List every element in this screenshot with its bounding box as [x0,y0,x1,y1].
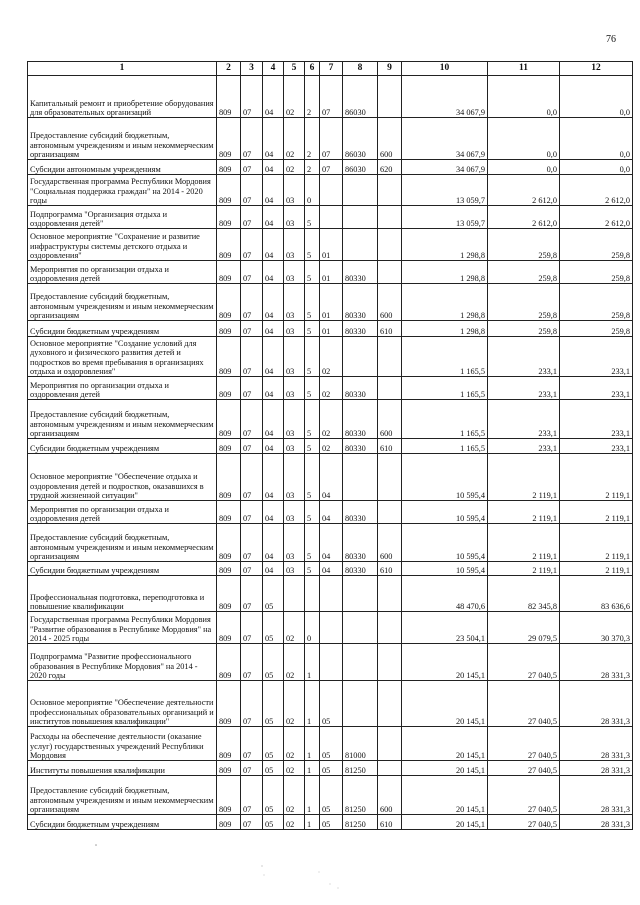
ministry-code: 809 [217,524,241,562]
subsection-code: 04 [263,160,284,175]
amount-2018: 20 145,1 [402,644,488,681]
amount-2019: 233,1 [488,337,560,377]
column-header: 1 [28,62,217,76]
subprogram-code: 2 [305,76,320,118]
amount-2020: 0,0 [560,76,633,118]
column-header: 4 [263,62,284,76]
program-code: 03 [284,454,305,501]
program-code: 03 [284,562,305,576]
subsection-code: 04 [263,454,284,501]
activity-code: 04 [320,501,343,524]
amount-2019: 27 040,5 [488,815,560,830]
amount-2020: 233,1 [560,439,633,454]
column-header: 11 [488,62,560,76]
amount-2018: 23 504,1 [402,612,488,644]
activity-code: 02 [320,377,343,400]
ministry-code: 809 [217,454,241,501]
amount-2018: 13 059,7 [402,175,488,206]
row-name: Субсидии автономным учреждениям [28,160,217,175]
program-code: 03 [284,261,305,284]
ministry-code: 809 [217,229,241,261]
direction-code: 80330 [343,562,378,576]
ministry-code: 809 [217,76,241,118]
expense-type-code: 620 [378,160,402,175]
amount-2020: 2 119,1 [560,454,633,501]
amount-2018: 10 595,4 [402,562,488,576]
amount-2019: 233,1 [488,439,560,454]
amount-2018: 1 298,8 [402,321,488,337]
amount-2019: 0,0 [488,118,560,160]
section-code: 07 [241,175,263,206]
amount-2018: 20 145,1 [402,776,488,815]
section-code: 07 [241,761,263,776]
ministry-code: 809 [217,206,241,229]
row-name: Государственная программа Республики Мордовия "Социальная поддержка граждан" на 2014 - 2020 годы [28,175,217,206]
column-header: 8 [343,62,378,76]
subsection-code: 04 [263,206,284,229]
amount-2020: 2 119,1 [560,501,633,524]
program-code: 02 [284,118,305,160]
subprogram-code: 5 [305,261,320,284]
direction-code: 80330 [343,377,378,400]
row-name: Предоставление субсидий бюджетным, автономным учреждениям и иным некоммерческим организациям [28,524,217,562]
amount-2020: 28 331,3 [560,681,633,727]
subprogram-code: 5 [305,524,320,562]
program-code: 03 [284,377,305,400]
amount-2019: 0,0 [488,76,560,118]
program-code: 02 [284,612,305,644]
subsection-code: 04 [263,337,284,377]
amount-2020: 2 119,1 [560,524,633,562]
activity-code: 05 [320,681,343,727]
subsection-code: 04 [263,321,284,337]
subprogram-code: 1 [305,761,320,776]
ministry-code: 809 [217,400,241,439]
subprogram-code: 5 [305,284,320,321]
amount-2019: 2 119,1 [488,454,560,501]
section-code: 07 [241,776,263,815]
ministry-code: 809 [217,321,241,337]
ministry-code: 809 [217,761,241,776]
row-name: Мероприятия по организации отдыха и оздоровления детей [28,377,217,400]
column-header: 3 [241,62,263,76]
amount-2018: 34 067,9 [402,118,488,160]
row-name: Предоставление субсидий бюджетным, автономным учреждениям и иным некоммерческим организациям [28,118,217,160]
amount-2019: 2 612,0 [488,206,560,229]
row-name: Подпрограмма "Развитие профессионального образования в Республике Мордовия" на 2014 - 2020 годы [28,644,217,681]
program-code: 03 [284,206,305,229]
amount-2018: 20 145,1 [402,681,488,727]
row-name: Основное мероприятие "Обеспечение деятельности профессиональных образовательных организаций и институтов повышения квалификации" [28,681,217,727]
activity-code: 07 [320,118,343,160]
activity-code: 01 [320,261,343,284]
direction-code: 80330 [343,261,378,284]
column-header: 5 [284,62,305,76]
direction-code: 80330 [343,400,378,439]
subsection-code: 05 [263,681,284,727]
section-code: 07 [241,76,263,118]
section-code: 07 [241,160,263,175]
activity-code: 04 [320,524,343,562]
subprogram-code: 1 [305,644,320,681]
section-code: 07 [241,501,263,524]
amount-2019: 259,8 [488,229,560,261]
program-code: 02 [284,644,305,681]
expense-type-code: 600 [378,284,402,321]
page-number: 76 [606,34,616,45]
subsection-code: 05 [263,727,284,761]
ministry-code: 809 [217,681,241,727]
activity-code: 01 [320,229,343,261]
subsection-code: 04 [263,562,284,576]
amount-2019: 259,8 [488,321,560,337]
amount-2018: 1 165,5 [402,377,488,400]
expense-type-code: 600 [378,400,402,439]
activity-code: 07 [320,160,343,175]
activity-code: 05 [320,776,343,815]
expense-type-code: 600 [378,118,402,160]
subprogram-code: 2 [305,118,320,160]
program-code: 02 [284,681,305,727]
program-code: 02 [284,160,305,175]
amount-2019: 259,8 [488,261,560,284]
amount-2020: 28 331,3 [560,776,633,815]
subsection-code: 05 [263,761,284,776]
program-code: 03 [284,321,305,337]
expense-type-code: 600 [378,524,402,562]
amount-2018: 1 165,5 [402,400,488,439]
subsection-code: 04 [263,229,284,261]
ministry-code: 809 [217,118,241,160]
direction-code: 80330 [343,321,378,337]
ministry-code: 809 [217,815,241,830]
row-name: Субсидии бюджетным учреждениям [28,562,217,576]
direction-code: 80330 [343,439,378,454]
column-header: 9 [378,62,402,76]
row-name: Субсидии бюджетным учреждениям [28,321,217,337]
activity-code: 05 [320,727,343,761]
row-name: Капитальный ремонт и приобретение оборудования для образовательных организаций [28,76,217,118]
subsection-code: 04 [263,118,284,160]
amount-2019: 233,1 [488,377,560,400]
row-name: Подпрограмма "Организация отдыха и оздоровления детей" [28,206,217,229]
amount-2018: 1 298,8 [402,261,488,284]
ministry-code: 809 [217,439,241,454]
amount-2020: 259,8 [560,321,633,337]
activity-code: 05 [320,761,343,776]
direction-code: 86030 [343,118,378,160]
row-name: Мероприятия по организации отдыха и оздоровления детей [28,261,217,284]
amount-2018: 10 595,4 [402,501,488,524]
ministry-code: 809 [217,175,241,206]
ministry-code: 809 [217,576,241,612]
subprogram-code: 5 [305,454,320,501]
subprogram-code: 5 [305,206,320,229]
amount-2019: 27 040,5 [488,644,560,681]
amount-2018: 10 595,4 [402,524,488,562]
program-code: 03 [284,175,305,206]
subprogram-code: 0 [305,175,320,206]
amount-2020: 259,8 [560,284,633,321]
program-code: 02 [284,761,305,776]
amount-2020: 28 331,3 [560,644,633,681]
amount-2020: 28 331,3 [560,815,633,830]
activity-code: 01 [320,321,343,337]
direction-code: 86030 [343,160,378,175]
direction-code: 81000 [343,727,378,761]
row-name: Мероприятия по организации отдыха и оздоровления детей [28,501,217,524]
amount-2019: 27 040,5 [488,776,560,815]
section-code: 07 [241,118,263,160]
subprogram-code: 5 [305,229,320,261]
subsection-code: 04 [263,175,284,206]
direction-code: 81250 [343,761,378,776]
direction-code: 86030 [343,76,378,118]
amount-2020: 0,0 [560,160,633,175]
column-header: 12 [560,62,633,76]
column-header: 7 [320,62,343,76]
row-name: Профессиональная подготовка, переподготовка и повышение квалификации [28,576,217,612]
program-code: 03 [284,439,305,454]
section-code: 07 [241,377,263,400]
program-code: 02 [284,776,305,815]
amount-2020: 259,8 [560,229,633,261]
subprogram-code: 1 [305,776,320,815]
amount-2020: 2 612,0 [560,175,633,206]
activity-code: 07 [320,76,343,118]
activity-code: 02 [320,337,343,377]
subprogram-code: 5 [305,562,320,576]
subprogram-code: 1 [305,815,320,830]
section-code: 07 [241,206,263,229]
ministry-code: 809 [217,160,241,175]
amount-2019: 29 079,5 [488,612,560,644]
amount-2019: 27 040,5 [488,761,560,776]
direction-code: 80330 [343,524,378,562]
amount-2018: 34 067,9 [402,76,488,118]
amount-2019: 2 612,0 [488,175,560,206]
row-name: Расходы на обеспечение деятельности (оказание услуг) государственных учреждений Республики Мордовия [28,727,217,761]
amount-2020: 233,1 [560,377,633,400]
row-name: Субсидии бюджетным учреждениям [28,439,217,454]
amount-2018: 1 298,8 [402,284,488,321]
subsection-code: 05 [263,576,284,612]
row-name: Предоставление субсидий бюджетным, автономным учреждениям и иным некоммерческим организациям [28,284,217,321]
expense-type-code: 610 [378,439,402,454]
direction-code: 80330 [343,501,378,524]
amount-2020: 259,8 [560,261,633,284]
ministry-code: 809 [217,776,241,815]
program-code: 03 [284,524,305,562]
subprogram-code: 5 [305,439,320,454]
amount-2019: 27 040,5 [488,727,560,761]
amount-2019: 27 040,5 [488,681,560,727]
subsection-code: 05 [263,612,284,644]
program-code: 02 [284,815,305,830]
activity-code: 04 [320,562,343,576]
direction-code: 81250 [343,815,378,830]
section-code: 07 [241,261,263,284]
subsection-code: 04 [263,439,284,454]
amount-2018: 1 165,5 [402,439,488,454]
direction-code: 80330 [343,284,378,321]
column-header: 2 [217,62,241,76]
ministry-code: 809 [217,337,241,377]
amount-2019: 2 119,1 [488,524,560,562]
ministry-code: 809 [217,727,241,761]
section-code: 07 [241,524,263,562]
program-code: 03 [284,229,305,261]
section-code: 07 [241,576,263,612]
program-code: 03 [284,337,305,377]
row-name: Основное мероприятие "Сохранение и развитие инфраструктуры системы детского отдыха и оздоровления" [28,229,217,261]
subsection-code: 05 [263,776,284,815]
subsection-code: 04 [263,501,284,524]
amount-2020: 0,0 [560,118,633,160]
ministry-code: 809 [217,261,241,284]
amount-2019: 259,8 [488,284,560,321]
subsection-code: 04 [263,76,284,118]
expense-type-code: 610 [378,815,402,830]
section-code: 07 [241,337,263,377]
amount-2018: 13 059,7 [402,206,488,229]
row-name: Государственная программа Республики Мордовия "Развитие образования в Республике Мордовия" на 2014 - 2025 годы [28,612,217,644]
subprogram-code: 1 [305,681,320,727]
subsection-code: 04 [263,261,284,284]
row-name: Субсидии бюджетным учреждениям [28,815,217,830]
ministry-code: 809 [217,284,241,321]
amount-2019: 82 345,8 [488,576,560,612]
expense-type-code: 610 [378,562,402,576]
amount-2018: 1 298,8 [402,229,488,261]
amount-2020: 2 119,1 [560,562,633,576]
section-code: 07 [241,612,263,644]
program-code: 02 [284,727,305,761]
subprogram-code: 5 [305,400,320,439]
amount-2018: 34 067,9 [402,160,488,175]
subsection-code: 04 [263,400,284,439]
amount-2018: 20 145,1 [402,727,488,761]
section-code: 07 [241,284,263,321]
amount-2019: 2 119,1 [488,562,560,576]
section-code: 07 [241,681,263,727]
subsection-code: 05 [263,644,284,681]
row-name: Предоставление субсидий бюджетным, автономным учреждениям и иным некоммерческим организациям [28,400,217,439]
direction-code: 81250 [343,776,378,815]
ministry-code: 809 [217,562,241,576]
activity-code: 02 [320,400,343,439]
program-code: 03 [284,400,305,439]
activity-code: 02 [320,439,343,454]
subprogram-code: 5 [305,501,320,524]
activity-code: 01 [320,284,343,321]
amount-2020: 28 331,3 [560,727,633,761]
ministry-code: 809 [217,501,241,524]
column-header: 6 [305,62,320,76]
section-code: 07 [241,400,263,439]
section-code: 07 [241,815,263,830]
amount-2019: 2 119,1 [488,501,560,524]
subprogram-code: 2 [305,160,320,175]
amount-2020: 233,1 [560,400,633,439]
section-code: 07 [241,644,263,681]
subsection-code: 04 [263,524,284,562]
section-code: 07 [241,321,263,337]
subprogram-code: 5 [305,377,320,400]
amount-2019: 233,1 [488,400,560,439]
section-code: 07 [241,727,263,761]
ministry-code: 809 [217,377,241,400]
amount-2020: 83 636,6 [560,576,633,612]
amount-2020: 30 370,3 [560,612,633,644]
row-name: Предоставление субсидий бюджетным, автономным учреждениям и иным некоммерческим организациям [28,776,217,815]
section-code: 07 [241,454,263,501]
ministry-code: 809 [217,644,241,681]
ministry-code: 809 [217,612,241,644]
section-code: 07 [241,439,263,454]
subsection-code: 05 [263,815,284,830]
activity-code: 04 [320,454,343,501]
subprogram-code: 5 [305,337,320,377]
program-code: 02 [284,76,305,118]
amount-2020: 28 331,3 [560,761,633,776]
section-code: 07 [241,562,263,576]
amount-2018: 1 165,5 [402,337,488,377]
program-code: 03 [284,284,305,321]
amount-2018: 20 145,1 [402,761,488,776]
row-name: Институты повышения квалификации [28,761,217,776]
column-header: 10 [402,62,488,76]
amount-2020: 233,1 [560,337,633,377]
row-name: Основное мероприятие "Создание условий для духовного и физического развития детей и подростков во время пребывания в организациях отдыха и оздоровления" [28,337,217,377]
subprogram-code: 0 [305,612,320,644]
subprogram-code: 1 [305,727,320,761]
subsection-code: 04 [263,284,284,321]
program-code: 03 [284,501,305,524]
row-name: Основное мероприятие "Обеспечение отдыха и оздоровления детей и подростков, оказавшихся в трудной жизненной ситуации" [28,454,217,501]
subprogram-code: 5 [305,321,320,337]
amount-2018: 10 595,4 [402,454,488,501]
activity-code: 05 [320,815,343,830]
subsection-code: 04 [263,377,284,400]
amount-2020: 2 612,0 [560,206,633,229]
amount-2018: 20 145,1 [402,815,488,830]
amount-2018: 48 470,6 [402,576,488,612]
expense-type-code: 600 [378,776,402,815]
expense-type-code: 610 [378,321,402,337]
amount-2019: 0,0 [488,160,560,175]
section-code: 07 [241,229,263,261]
